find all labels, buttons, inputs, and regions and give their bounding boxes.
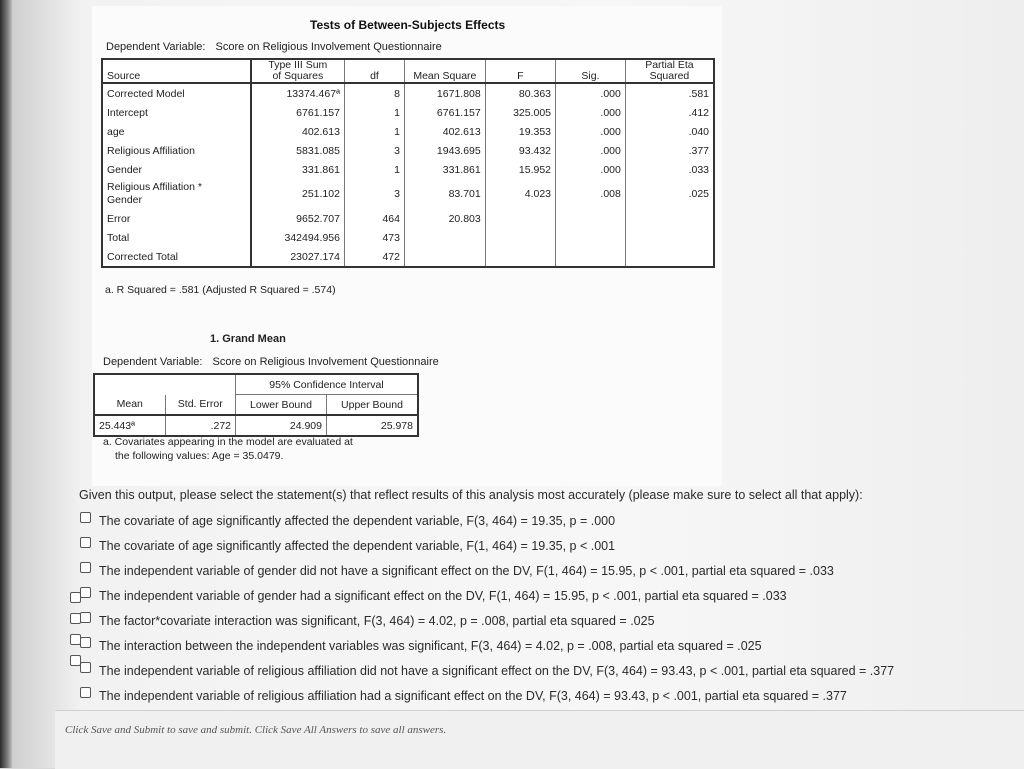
row-eta: .040 — [625, 122, 714, 141]
header-df: df — [344, 59, 404, 83]
row-source: age — [102, 122, 251, 141]
option-label: The factor*covariate interaction was significant, F(3, 464) = 4.02, p = .008, partial eta squared = .025 — [99, 613, 655, 628]
footnote-line1: a. Covariates appearing in the model are evaluated at — [103, 436, 353, 448]
checkbox[interactable] — [70, 634, 81, 645]
table2-title: 1. Grand Mean — [210, 333, 286, 345]
table-row — [102, 160, 714, 179]
checkbox[interactable] — [80, 562, 91, 573]
grand-mean-table — [93, 373, 419, 437]
row-eta: .377 — [625, 141, 714, 160]
row-ss: 9652.707 — [251, 209, 345, 228]
header-partial-eta — [625, 59, 714, 83]
row-source: Gender — [102, 160, 251, 179]
table-header-row — [102, 59, 714, 83]
row-f: 325.005 — [485, 103, 555, 122]
table-row — [102, 83, 714, 103]
option-label: The independent variable of religious affiliation did not have a significant effect on the DV, F(3, 464) = 93.43, p < .001, partial eta squared = .377 — [99, 663, 895, 678]
table2-footnote — [103, 435, 353, 463]
option-label: The covariate of age significantly affected the dependent variable, F(3, 464) = 19.35, p = .000 — [99, 513, 616, 528]
checkbox[interactable] — [80, 512, 91, 523]
row-ms: 331.861 — [404, 160, 485, 179]
row-df: 1 — [344, 160, 404, 179]
row-upper-bound: 25.978 — [327, 415, 419, 436]
header-source: Source — [102, 59, 251, 83]
row-ss: 342494.956 — [251, 228, 345, 247]
row-source: Intercept — [102, 103, 251, 122]
row-df: 472 — [344, 247, 404, 267]
row-mean: 25.443ª — [99, 419, 136, 432]
table2-dependent-variable — [103, 356, 439, 368]
between-subjects-effects-table — [101, 58, 715, 268]
row-eta — [625, 209, 714, 228]
table-row — [102, 103, 714, 122]
header-mean-square: Mean Square — [404, 59, 485, 83]
row-std-error: .272 — [165, 415, 236, 436]
answer-options — [80, 508, 894, 708]
table-row — [94, 415, 418, 436]
row-ss: 13374.467ª — [251, 83, 345, 103]
row-source-line2: Gender — [107, 194, 143, 206]
row-f — [485, 209, 555, 228]
option-label: The independent variable of gender did not have a significant effect on the DV, F(1, 464) = 15.95, p < .001, partial eta squared = .033 — [99, 563, 834, 578]
table1-title: Tests of Between-Subjects Effects — [310, 18, 506, 32]
row-df: 473 — [344, 228, 404, 247]
table1-dependent-variable — [106, 41, 442, 53]
row-ms — [404, 228, 485, 247]
row-lower-bound: 24.909 — [236, 415, 327, 436]
checkbox[interactable] — [80, 537, 91, 548]
row-f: 19.353 — [485, 122, 555, 141]
row-f — [485, 247, 555, 267]
row-source: Religious Affiliation — [102, 141, 251, 160]
row-sig: .000 — [556, 83, 626, 103]
secondary-checkbox-column — [70, 598, 89, 682]
row-source-line1: Religious Affiliation * — [107, 181, 202, 193]
answer-option[interactable] — [80, 583, 894, 608]
submit-bar — [55, 710, 1024, 769]
save-instructions: Click Save and Submit to save and submit. Click Save All Answers to save all answers. — [65, 724, 447, 736]
row-f: 4.023 — [485, 179, 555, 209]
table-row — [102, 209, 714, 228]
row-sig: .000 — [556, 103, 626, 122]
answer-option[interactable] — [80, 533, 894, 558]
header-blank — [165, 374, 236, 395]
table-row — [102, 122, 714, 141]
row-f: 93.432 — [485, 141, 555, 160]
row-df: 1 — [344, 103, 404, 122]
row-sig: .000 — [556, 141, 626, 160]
row-source: Corrected Model — [102, 83, 251, 103]
row-ms: 402.613 — [404, 122, 485, 141]
row-ms: 6761.157 — [404, 103, 485, 122]
table-row — [102, 247, 714, 267]
header-sig: Sig. — [556, 59, 626, 83]
row-ss: 331.861 — [251, 160, 345, 179]
table-header-row — [94, 395, 418, 416]
row-df: 3 — [344, 141, 404, 160]
answer-option[interactable] — [80, 608, 894, 633]
dv-value: Score on Religious Involvement Questionnaire — [212, 356, 439, 368]
header-confidence-interval: 95% Confidence Interval — [236, 374, 419, 395]
table-header-row — [94, 374, 418, 395]
row-eta: .412 — [625, 103, 714, 122]
row-sig: .000 — [556, 122, 626, 141]
row-sig — [556, 209, 626, 228]
header-mean: Mean — [94, 395, 165, 416]
header-blank — [94, 374, 165, 395]
row-ms — [404, 247, 485, 267]
row-source — [102, 179, 251, 209]
row-eta: .025 — [625, 179, 714, 209]
row-ss: 251.102 — [251, 179, 345, 209]
row-ss: 5831.085 — [251, 141, 345, 160]
row-eta — [625, 228, 714, 247]
row-ss: 23027.174 — [251, 247, 345, 267]
row-sig: .008 — [556, 179, 626, 209]
header-ss-line2: of Squares — [272, 70, 324, 82]
row-df: 3 — [344, 179, 404, 209]
row-ms: 83.701 — [404, 179, 485, 209]
answer-option[interactable] — [80, 658, 894, 683]
header-ss-line1: Type III Sum — [268, 59, 328, 71]
option-label: The covariate of age significantly affected the dependent variable, F(1, 464) = 19.35, p < .001 — [99, 538, 616, 553]
header-eta-line2: Squared — [649, 70, 690, 82]
table-row — [102, 179, 714, 209]
row-f — [485, 228, 555, 247]
answer-option[interactable] — [80, 633, 894, 658]
answer-option[interactable] — [80, 683, 894, 708]
row-source: Total — [102, 228, 251, 247]
header-sum-of-squares — [251, 59, 345, 83]
checkbox[interactable] — [70, 613, 81, 624]
row-eta — [625, 247, 714, 267]
row-f: 15.952 — [485, 160, 555, 179]
checkbox[interactable] — [70, 592, 81, 603]
row-ss: 6761.157 — [251, 103, 345, 122]
answer-option[interactable] — [80, 508, 894, 533]
row-source: Corrected Total — [102, 247, 251, 267]
table-row — [102, 228, 714, 247]
dv-label: Dependent Variable: — [103, 356, 203, 368]
checkbox[interactable] — [80, 687, 91, 698]
row-ss: 402.613 — [251, 122, 345, 141]
row-ms: 1671.808 — [404, 83, 485, 103]
checkbox[interactable] — [70, 655, 81, 666]
option-label: The independent variable of gender had a significant effect on the DV, F(1, 464) = 15.95, p < .001, partial eta squared = .033 — [99, 588, 787, 603]
option-label: The interaction between the independent variables was significant, F(3, 464) = 4.02, p = .008, partial eta squared = .025 — [99, 638, 762, 653]
row-df: 1 — [344, 122, 404, 141]
row-eta: .581 — [625, 83, 714, 103]
row-sig — [556, 247, 626, 267]
row-eta: .033 — [625, 160, 714, 179]
header-lower-bound: Lower Bound — [236, 395, 327, 416]
header-upper-bound: Upper Bound — [327, 395, 419, 416]
header-std-error: Std. Error — [165, 395, 236, 416]
answer-option[interactable] — [80, 558, 894, 583]
row-ms: 1943.695 — [404, 141, 485, 160]
option-label: The independent variable of religious affiliation had a significant effect on the DV, F(3, 464) = 93.43, p < .001, partial eta squared = .377 — [99, 688, 847, 703]
monitor-bezel — [0, 0, 12, 768]
table-row — [102, 141, 714, 160]
row-sig — [556, 228, 626, 247]
dv-value: Score on Religious Involvement Questionnaire — [215, 41, 442, 53]
row-sig: .000 — [556, 160, 626, 179]
checkbox[interactable] — [80, 587, 91, 598]
row-ms: 20.803 — [404, 209, 485, 228]
row-f: 80.363 — [485, 83, 555, 103]
footnote-line2: the following values: Age = 35.0479. — [115, 450, 284, 462]
header-f: F — [485, 59, 555, 83]
row-df: 8 — [344, 83, 404, 103]
row-source: Error — [102, 209, 251, 228]
question-prompt: Given this output, please select the statement(s) that reflect results of this analysis most accurately (please make sure to select all that apply): — [79, 488, 863, 502]
header-eta-line1: Partial Eta — [645, 59, 694, 71]
row-df: 464 — [344, 209, 404, 228]
dv-label: Dependent Variable: — [106, 41, 206, 53]
table1-footnote: a. R Squared = .581 (Adjusted R Squared = .574) — [105, 284, 336, 296]
